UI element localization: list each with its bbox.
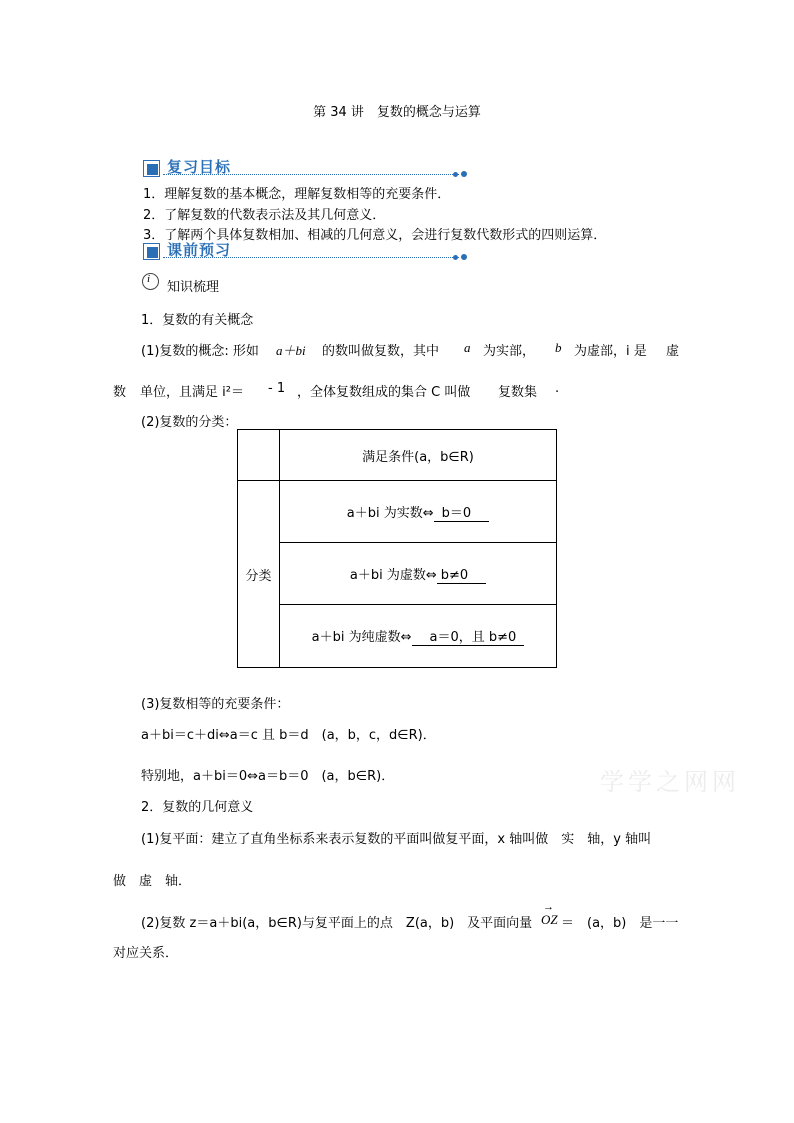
heading-complex-concepts: 1．复数的有关概念: [141, 313, 254, 328]
section-underline: [163, 174, 459, 175]
concept-text: ，全体复数组成的集合 C 叫做: [297, 385, 471, 400]
table-row: [238, 605, 557, 668]
table-header: 满足条件(a，b∈R): [280, 430, 557, 481]
plane-text: 做 虚 轴．: [113, 874, 192, 889]
vector-arrow-icon: →: [543, 901, 554, 913]
section-underline: [163, 257, 459, 258]
answer-blank: b＝0: [434, 502, 490, 522]
concept-form: a＋bi: [276, 343, 306, 358]
section-square-icon: [143, 160, 160, 177]
table-side-label: 分类: [238, 481, 280, 668]
concept-answer: 复数集: [498, 385, 538, 400]
concept-text: .: [555, 381, 560, 396]
correspondence-text: ＝ (a，b) 是一一: [561, 916, 679, 931]
classification-label: (2)复数的分类：: [141, 415, 238, 430]
answer-blank: a＝0，且 b≠0: [412, 626, 525, 646]
answer-blank: b≠0: [437, 568, 486, 584]
section-header-preview: [143, 240, 467, 260]
section-title: 课前预习: [167, 241, 232, 259]
section-title: 复习目标: [167, 158, 232, 176]
concept-imag-part: b: [555, 340, 562, 355]
concept-answer: 数: [113, 385, 127, 400]
goal-item: 1．理解复数的基本概念，理解复数相等的充要条件．: [143, 187, 451, 202]
equal-condition: a＋bi＝c＋di⇔a＝c 且 b＝d (a，b，c，d∈R)．: [141, 728, 436, 743]
section-square-icon: [143, 243, 160, 260]
concept-text: 的数叫做复数，其中: [322, 344, 440, 359]
table-row: [238, 481, 557, 543]
concept-answer: 虚: [666, 344, 680, 359]
correspondence-text: (2)复数 z＝a＋bi(a，b∈R)与复平面上的点 Z(a，b) 及平面向量: [141, 916, 533, 931]
heading-geometric: 2．复数的几何意义: [141, 800, 254, 815]
knowledge-label: 知识梳理: [167, 280, 220, 295]
vector-oz: → OZ: [541, 901, 558, 927]
table-cell: a＋bi 为实数⇔ b＝0: [280, 481, 557, 543]
concept-text: 为虚部，i 是: [574, 344, 647, 359]
table-cell: a＋bi 为纯虚数⇔ a＝0，且 b≠0: [280, 605, 557, 668]
concept-answer: - 1: [268, 381, 286, 396]
equal-label: (3)复数相等的充要条件：: [141, 697, 290, 712]
watermark: 学学之网网: [600, 768, 740, 796]
correspondence-text: 对应关系．: [113, 946, 179, 961]
table-row: [238, 543, 557, 605]
table-cell: a＋bi 为虚数⇔ b≠0: [280, 543, 557, 605]
knowledge-icon: i: [142, 273, 159, 290]
page-title: 第 34 讲 复数的概念与运算: [313, 105, 481, 120]
section-header-review-goals: [143, 157, 467, 177]
concept-text: 为实部，: [483, 344, 536, 359]
goal-item: 3．了解两个具体复数相加、相减的几何意义，会进行复数代数形式的四则运算．: [143, 228, 607, 243]
goal-item: 2．了解复数的代数表示法及其几何意义．: [143, 208, 386, 223]
concept-real-part: a: [464, 340, 471, 355]
classification-table: [237, 429, 557, 668]
concept-text: 单位，且满足 i²＝: [140, 385, 244, 400]
concept-lead: (1)复数的概念: 形如: [141, 344, 259, 359]
table-corner-cell: [238, 430, 280, 481]
equal-special: 特别地，a＋bi＝0⇔a＝b＝0 (a，b∈R)．: [141, 769, 395, 784]
plane-text: (1)复平面：建立了直角坐标系来表示复数的平面叫做复平面，x 轴叫做 实 轴，y 轴叫: [141, 832, 652, 847]
